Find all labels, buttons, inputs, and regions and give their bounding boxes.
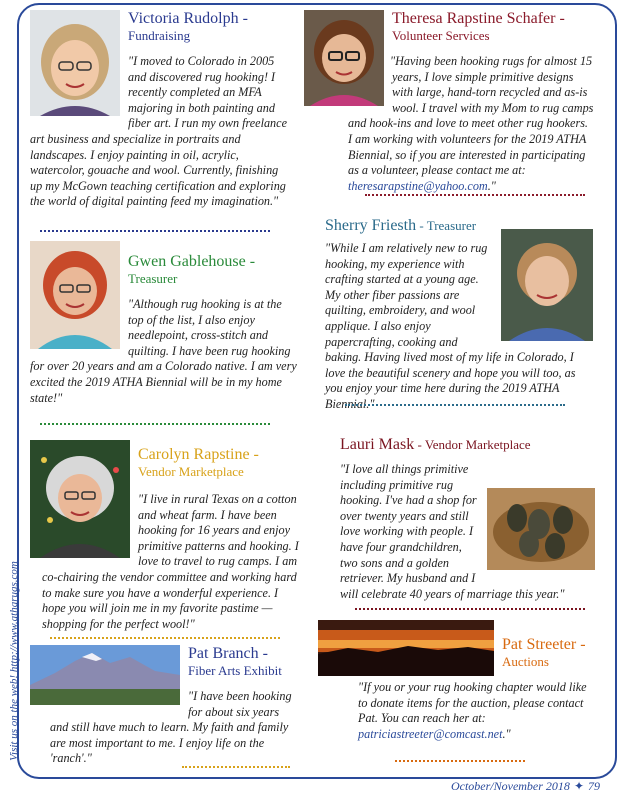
card-victoria-rudolph [30, 10, 292, 210]
theresa-email-link[interactable]: theresarapstine@yahoo.com [348, 178, 488, 193]
carolyn-role: Vendor Marketplace [138, 464, 244, 479]
divider-dots [40, 230, 270, 232]
lauri-name: Lauri Mask [340, 436, 415, 453]
sunset-photo-pat-streeter [318, 620, 494, 676]
pat-branch-role: Fiber Arts Exhibit [188, 663, 282, 678]
victoria-name: Victoria Rudolph - [128, 10, 248, 27]
lauri-role: Vendor Marketplace [424, 437, 531, 452]
card-lauri-mask [340, 434, 595, 602]
diamond-icon: ✦ [573, 779, 584, 793]
pat-streeter-role: Auctions [502, 654, 549, 669]
divider-dots [355, 608, 585, 610]
sherry-name: Sherry Friesth [325, 217, 417, 234]
issue-date: October/November 2018 [450, 779, 570, 793]
theresa-quote-end: ." [487, 178, 496, 193]
portrait-photo-theresa [304, 10, 384, 106]
sherry-role: Treasurer [426, 218, 477, 233]
pat-streeter-quote-end: ." [502, 726, 511, 741]
theresa-role: Volunteer Services [392, 28, 490, 43]
card-theresa-schafer [304, 10, 594, 194]
divider-dots [345, 404, 565, 406]
carolyn-quote: "I live in rural Texas on a cotton and wheat farm. I have been hooking for 16 years and enjoy primitive patterns and hooking. I love to travel to rug camps. I am co-chairing the vendor committee and working hard to make sure you have a wonderful experience. I hope you will join me in my favorite pastime —shopping for the perfect wool!" [42, 492, 299, 631]
divider-dots [365, 194, 585, 196]
divider-dots [395, 760, 525, 762]
pat-branch-quote: "I have been hooking for about six years and still have much to learn. My faith and family are most important to me. I enjoy life on the 'ranch'." [50, 689, 292, 766]
theresa-name: Theresa Rapstine Schafer - [392, 10, 565, 27]
product-photo-lauri [487, 488, 595, 570]
carolyn-name: Carolyn Rapstine - [138, 446, 259, 463]
card-carolyn-rapstine [30, 440, 302, 632]
gwen-quote: "Although rug hooking is at the top of the list, I also enjoy needlepoint, cross-stitch and quilting. I have been rug hooking for over 20 years and am a Colorado native. I am very excited the 2019 ATHA Biennial will be in my home state!" [30, 297, 297, 405]
sherry-sep: - [416, 218, 427, 233]
pat-streeter-name: Pat Streeter - [502, 636, 586, 653]
card-pat-branch [30, 645, 295, 767]
page-footer [451, 779, 600, 794]
card-gwen-gablehouse [30, 241, 298, 406]
divider-dots [50, 637, 280, 639]
gwen-name: Gwen Gablehouse - [128, 253, 256, 270]
lauri-sep: - [414, 437, 425, 452]
divider-dots [182, 766, 290, 768]
victoria-role: Fundraising [128, 28, 191, 43]
portrait-photo-sherry [501, 229, 593, 341]
lauri-quote: "I love all things primitive including primitive rug hooking. I've had a shop for over twenty years and still love working with people. I have four grandchildren, two sons and a golden retriever. My husband and I will celebrate 40 years of marriage this year." [340, 462, 565, 601]
victoria-quote: "I moved to Colorado in 2005 and discovered rug hooking! I recently completed an MFA majoring in both painting and fiber art. I run my own freelance art business and specialize in portraits and landscapes. I enjoy painting in oil, acrylic, watercolor, gouache and wool. Currently, finishing up my McGown teaching certification and exploring the world of digital painting feed my imagination." [30, 54, 287, 209]
landscape-photo-pat-branch [30, 645, 180, 705]
pat-streeter-quote-text: "If you or your rug hooking chapter would like to donate items for the auction, please contact Pat. You can reach her at: [358, 680, 587, 726]
divider-dots [40, 423, 270, 425]
portrait-photo-victoria [30, 10, 120, 116]
card-pat-streeter [318, 620, 595, 742]
page-number: 79 [588, 779, 600, 793]
pat-streeter-quote [318, 680, 595, 742]
portrait-photo-gwen [30, 241, 120, 349]
sherry-quote: "While I am relatively new to rug hooking, my experience with crafting started at a young age. My other fiber passions are quilting, embroidery, and wool applique. I also enjoy papercrafting, cooking and baking. Having lived most of my life in Colorado, I love the beautiful scenery and hope you will too, as you enjoy your time here during the 2019 ATHA Biennial." [325, 241, 576, 411]
website-url-vertical[interactable]: Visit us on the web! http://www.atharugs.com [8, 561, 20, 761]
card-sherry-friesth [325, 215, 593, 413]
portrait-photo-carolyn [30, 440, 130, 558]
pat-streeter-email-link[interactable]: patriciastreeter@comcast.net [358, 726, 503, 741]
gwen-role: Treasurer [128, 271, 178, 286]
theresa-quote-text: "Having been hooking rugs for almost 15 years, I love simple primitive designs with large, hand-torn recycled and as-is wool. I travel with my Mom to rug camps and hook-ins and love to meet other rug hookers. I am working with volunteers for the 2019 ATHA Biennial, so if you are interested in participating as a volunteer, please contact me at: [348, 54, 594, 178]
pat-branch-name: Pat Branch - [188, 645, 268, 662]
